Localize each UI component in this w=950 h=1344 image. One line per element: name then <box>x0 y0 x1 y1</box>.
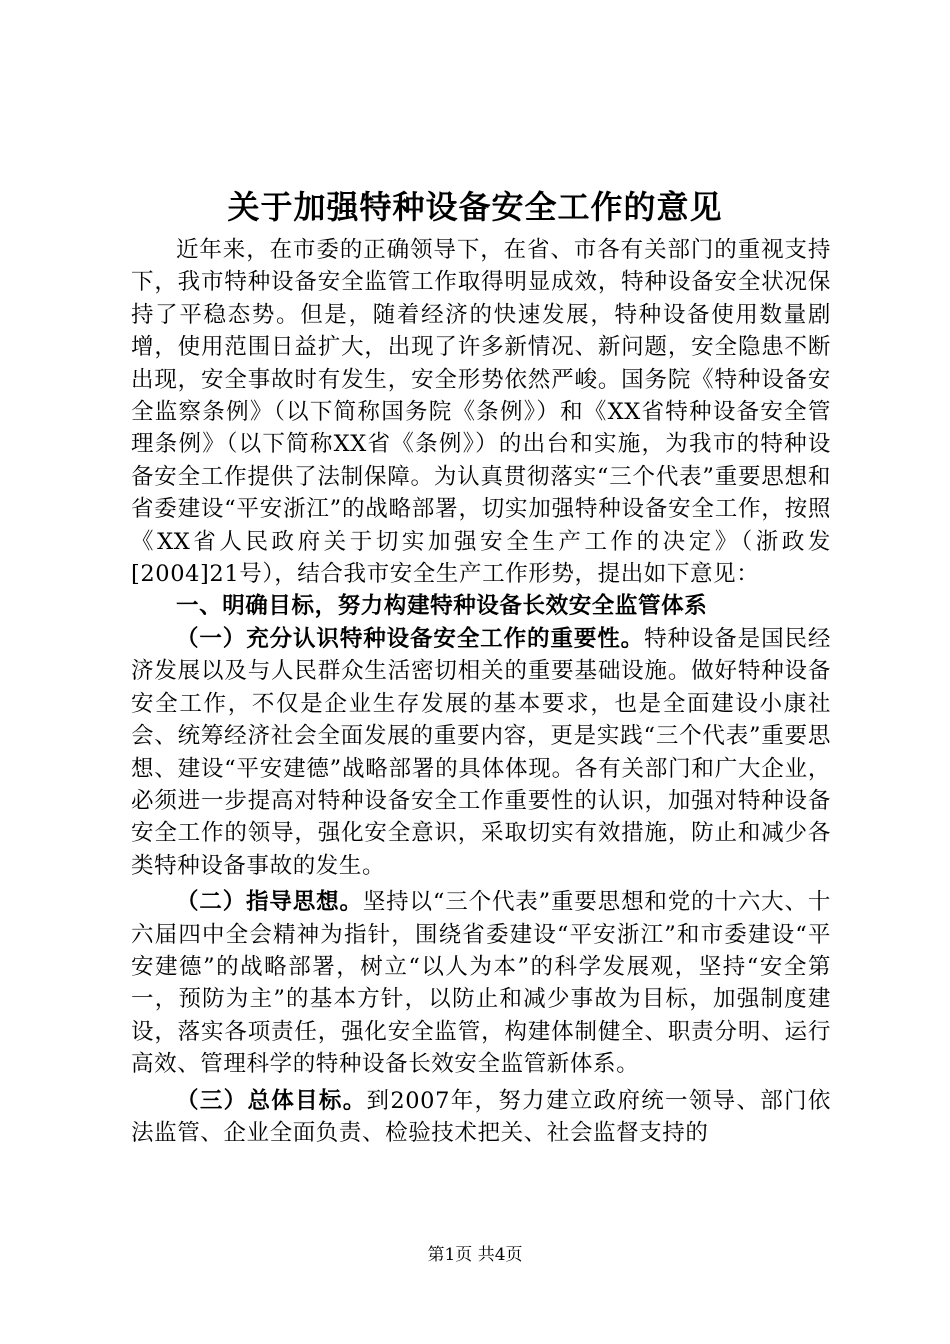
page-number-footer: 第1页 共4页 <box>427 1245 523 1265</box>
item-1-lead: （一）充分认识特种设备安全工作的重要性。 <box>176 625 645 652</box>
item-paragraph-3 <box>131 1085 831 1150</box>
item-2-lead: （二）指导思想。 <box>176 889 363 916</box>
item-paragraph-2 <box>131 886 831 1080</box>
item-3-lead: （三）总体目标。 <box>176 1087 367 1114</box>
item-3-text: 到2007年，努力建立政府统一领导、部门依法监管、企业全面负责、检验技术把关、社会监督支持的 <box>131 1087 831 1146</box>
item-1-text: 特种设备是国民经济发展以及与人民群众生活密切相关的重要基础设施。做好特种设备安全工作，不仅是企业生存发展的基本要求，也是全面建设小康社会、统筹经济社会全面发展的重要内容，更是实践“三个代表”重要思想、建设“平安建德”战略部署的具体体现。各有关部门和广大企业，必须进一步提高对特种设备安全工作重要性的认识，加强对特种设备安全工作的领导，强化安全意识，采取切实有效措施，防止和减少各类特种设备事故的发生。 <box>131 625 831 879</box>
item-paragraph-1 <box>131 623 831 882</box>
document-title: 关于加强特种设备安全工作的意见 <box>227 188 723 226</box>
section-heading: 一、明确目标，努力构建特种设备长效安全监管体系 <box>176 593 708 620</box>
intro-paragraph: 近年来，在市委的正确领导下，在省、市各有关部门的重视支持下，我市特种设备安全监管工作取得明显成效，特种设备安全状况保持了平稳态势。但是，随着经济的快速发展，特种设备使用数量剧增，使用范围日益扩大，出现了许多新情况、新问题，安全隐患不断出现，安全事故时有发生，安全形势依然严峻。国务院《特种设备安全监察条例》（以下简称国务院《条例》）和《XX省特种设备安全管理条例》（以下简称XX省《条例》）的出台和实施，为我市的特种设备安全工作提供了法制保障。为认真贯彻落实“三个代表”重要思想和省委建设“平安浙江”的战略部署，切实加强特种设备安全工作，按照《XX省人民政府关于切实加强安全生产工作的决定》（浙政发[2004]21号），结合我市安全生产工作形势，提出如下意见： <box>131 237 831 588</box>
item-2-text: 坚持以“三个代表”重要思想和党的十六大、十六届四中全会精神为指针，围绕省委建设“平安浙江”和市委建设“平安建德”的战略部署，树立“以人为本”的科学发展观，坚持“安全第一，预防为主”的基本方针，以防止和减少事故为目标，加强制度建设，落实各项责任，强化安全监管，构建体制健全、职责分明、运行高效、管理科学的特种设备长效安全监管新体系。 <box>131 889 831 1078</box>
document-body <box>131 234 831 1149</box>
